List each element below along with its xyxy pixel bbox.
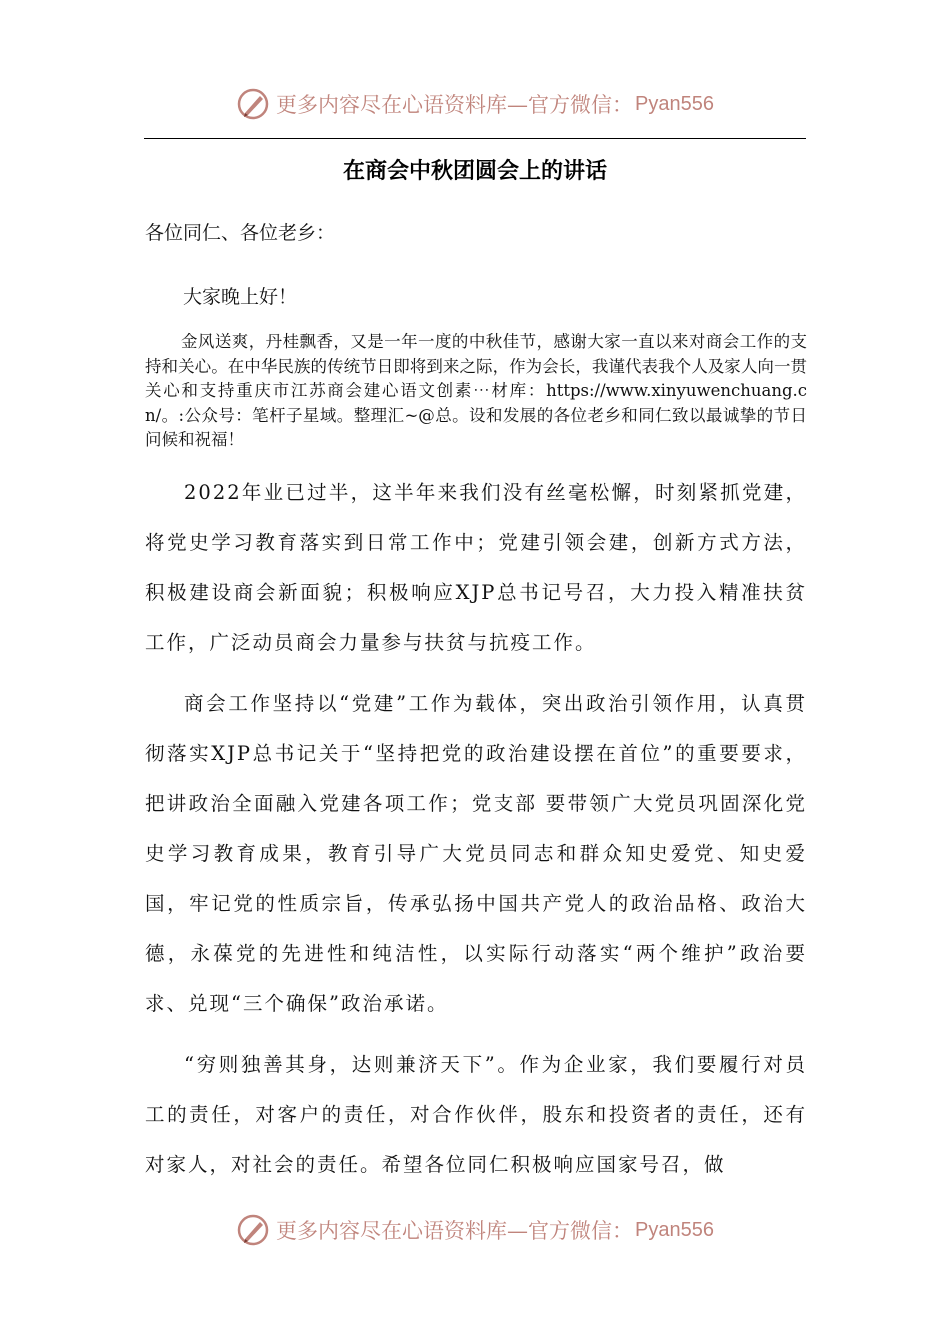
header-divider [144, 138, 806, 139]
watermark-code: Pyan556 [635, 1218, 714, 1241]
pen-logo-icon [236, 87, 270, 121]
salutation: 各位同仁、各位老乡： [145, 222, 336, 244]
watermark-footer [0, 1208, 950, 1252]
paragraph-political-leadership: 商会工作坚持以“党建”工作为载体，突出政治引领作用，认真贯彻落实XJP总书记关于“坚持把党的政治建设摆在首位”的重要要求，把讲政治全面融入党建各项工作；党支部 要带领广大党员巩固深化党史学习教育成果，教育引导广大党员同志和群众知史爱党、知史爱国，牢记党的性质宗旨，传承弘扬中国共产党人的政治品格、政治大德，永葆党的先进性和纯洁性，以实际行动落实“两个维护”政治要求、兑现“三个确保”政治承诺。 [145, 692, 807, 1015]
greeting: 大家晚上好！ [183, 286, 298, 308]
watermark-code: Pyan556 [635, 92, 714, 115]
paragraph-responsibility: “穷则独善其身，达则兼济天下”。作为企业家，我们要履行对员工的责任，对客户的责任，对合作伙伴，股东和投资者的责任，还有对家人，对社会的责任。希望各位同仁积极响应国家号召，做 [145, 1053, 807, 1176]
document-title: 在商会中秋团圆会上的讲话 [342, 158, 607, 184]
pen-logo-icon [236, 1213, 270, 1247]
watermark-header [0, 82, 950, 126]
watermark-text: 更多内容尽在心语资料库—官方微信： [276, 1219, 634, 1243]
paragraph-intro: 金风送爽，丹桂飘香，又是一年一度的中秋佳节，感谢大家一直以来对商会工作的支持和关心。在中华民族的传统节日即将到来之际，作为会长，我谨代表我个人及家人向一贯关心和支持重庆市江苏商会建心语文创素⋯材库：https://www.xinyuwenchuang.cn/。:公众号：笔杆子星域。整理汇~@总。设和发展的各位老乡和同仁致以最诚挚的节日问候和祝福！ [145, 332, 807, 449]
paragraph-party-building: 2022年业已过半，这半年来我们没有丝毫松懈，时刻紧抓党建，将党史学习教育落实到日常工作中；党建引领会建，创新方式方法，积极建设商会新面貌；积极响应XJP总书记号召，大力投入精准扶贫工作，广泛动员商会力量参与扶贫与抗疫工作。 [145, 481, 807, 654]
watermark-text: 更多内容尽在心语资料库—官方微信： [276, 93, 634, 117]
